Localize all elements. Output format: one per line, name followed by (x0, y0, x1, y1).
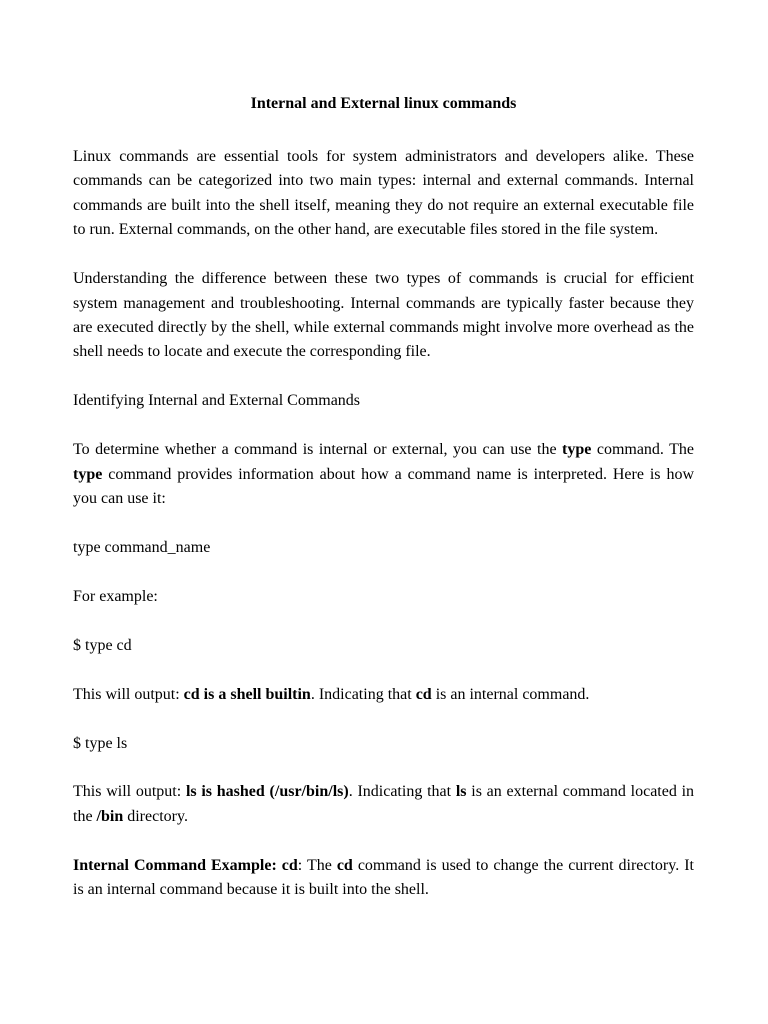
command-bold: ls (455, 783, 467, 801)
output-text: This will output: (73, 685, 184, 703)
internal-example-label: Internal Command Example: cd (73, 856, 298, 874)
output-text: is an external command located in the (73, 783, 695, 825)
example-cd-command: $ type cd (73, 636, 132, 654)
document-page (73, 92, 694, 927)
output-text: directory. (123, 807, 188, 825)
intro-paragraph: Linux commands are essential tools for system administrators and developers alike. These commands can be categorized into two main types: internal and external commands. Internal commands are built into the shell itself, meaning they do not require an external executable file to run. External commands, on the other hand, are executable files stored in the file system. (73, 148, 694, 239)
output-text: . Indicating that (310, 685, 416, 703)
output-text: This will output: (73, 783, 186, 801)
type-paragraph-text: To determine whether a command is internal or external, you can use the (73, 441, 563, 459)
example-intro: For example: (73, 587, 158, 605)
example-ls-command: $ type ls (73, 734, 128, 752)
command-bold: cd (415, 685, 432, 703)
example-cd-output (73, 683, 694, 707)
internal-example-text: command is used to change the current directory. It is an internal command because it is built into the shell. (73, 856, 694, 899)
internal-example-text: : The (297, 856, 337, 874)
difference-paragraph: Understanding the difference between these two types of commands is crucial for efficient system management and troubleshooting. Internal commands are typically faster because they are executed directly by the shell, while external commands might involve more overhead as the shell needs to locate and execute the corresponding file. (73, 270, 694, 361)
output-text: . Indicating that (348, 783, 456, 801)
syntax-line: type command_name (73, 538, 211, 556)
type-paragraph-text: command. The (591, 441, 694, 459)
type-keyword: type (73, 465, 103, 483)
document-title: Internal and External linux commands (250, 95, 517, 112)
section-heading: Identifying Internal and External Commands (73, 392, 361, 410)
output-text: is an internal command. (431, 685, 590, 703)
type-keyword: type (562, 441, 592, 459)
internal-command-example (73, 854, 694, 903)
directory-bold: /bin (96, 807, 124, 825)
command-bold: cd (336, 856, 353, 874)
output-bold: ls is hashed (/usr/bin/ls) (185, 783, 349, 801)
type-paragraph-text: command provides information about how a command name is interpreted. Here is how you can use it: (73, 465, 694, 507)
output-bold: cd is a shell builtin (183, 685, 311, 703)
type-command-paragraph (73, 438, 694, 511)
example-ls-output (73, 780, 694, 829)
